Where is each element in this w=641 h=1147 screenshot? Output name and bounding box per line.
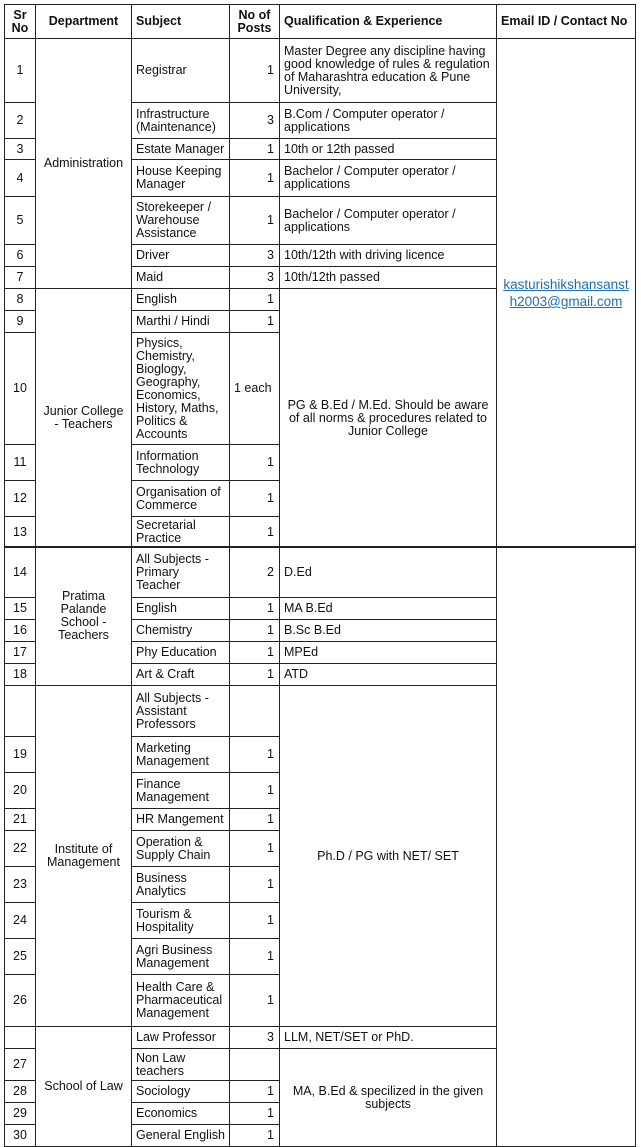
posts-cell: 1: [230, 598, 280, 620]
sr-cell: 16: [5, 620, 36, 642]
posts-cell: 1: [230, 737, 280, 773]
sr-cell: 3: [5, 139, 36, 160]
subject-cell: Infrastructure (Maintenance): [132, 103, 230, 139]
posts-cell: 1: [230, 1125, 280, 1147]
posts-cell: 1: [230, 903, 280, 939]
sr-cell: 1: [5, 39, 36, 103]
table-header-row: [5, 5, 636, 39]
posts-cell: 1: [230, 517, 280, 548]
sr-cell: 20: [5, 773, 36, 809]
posts-cell: 1: [230, 197, 280, 245]
qualification-cell: MPEd: [280, 642, 497, 664]
subject-cell: Economics: [132, 1103, 230, 1125]
posts-cell: [230, 686, 280, 737]
subject-cell: Information Technology: [132, 445, 230, 481]
qualification-institute: Ph.D / PG with NET/ SET: [280, 686, 497, 1027]
sr-cell: 30: [5, 1125, 36, 1147]
subject-cell: Physics, Chemistry, Bioglogy, Geography, Economics, History, Maths, Politics & Accounts: [132, 333, 230, 445]
subject-cell: HR Mangement: [132, 809, 230, 831]
email-link[interactable]: kasturishikshansansth2003@gmail.com: [503, 277, 629, 309]
header-subject: Subject: [132, 5, 230, 39]
sr-cell: 22: [5, 831, 36, 867]
posts-cell: 1: [230, 664, 280, 686]
table-row: [5, 547, 636, 598]
department-junior-college: Junior College - Teachers: [36, 289, 132, 548]
subject-cell: Phy Education: [132, 642, 230, 664]
posts-cell: 1: [230, 975, 280, 1027]
qualification-cell: B.Sc B.Ed: [280, 620, 497, 642]
subject-cell: Sociology: [132, 1081, 230, 1103]
subject-cell: All Subjects - Primary Teacher: [132, 547, 230, 598]
subject-cell: Business Analytics: [132, 867, 230, 903]
subject-cell: House Keeping Manager: [132, 160, 230, 197]
header-posts: No of Posts: [230, 5, 280, 39]
posts-cell: 1: [230, 1103, 280, 1125]
qualification-cell: D.Ed: [280, 547, 497, 598]
sr-cell: 8: [5, 289, 36, 311]
subject-cell: Finance Management: [132, 773, 230, 809]
qualification-cell: 10th/12th with driving licence: [280, 245, 497, 267]
subject-cell: Tourism & Hospitality: [132, 903, 230, 939]
recruitment-table-part-2: [4, 546, 636, 1147]
sr-cell: 17: [5, 642, 36, 664]
subject-cell: Maid: [132, 267, 230, 289]
table-row: [5, 39, 636, 103]
posts-cell: 1: [230, 39, 280, 103]
subject-cell: Estate Manager: [132, 139, 230, 160]
subject-cell: Agri Business Management: [132, 939, 230, 975]
header-sr: Sr No: [5, 5, 36, 39]
sr-cell: 27: [5, 1049, 36, 1081]
sr-cell: 19: [5, 737, 36, 773]
email-cell: [497, 39, 636, 548]
subject-cell: Health Care & Pharmaceutical Management: [132, 975, 230, 1027]
posts-cell: 1: [230, 445, 280, 481]
posts-cell: 1: [230, 139, 280, 160]
posts-cell: 1: [230, 773, 280, 809]
sr-cell: 7: [5, 267, 36, 289]
header-department: Department: [36, 5, 132, 39]
qualification-cell: MA B.Ed: [280, 598, 497, 620]
email-cell-empty: [497, 547, 636, 1147]
posts-cell: 3: [230, 103, 280, 139]
sr-cell: 9: [5, 311, 36, 333]
subject-cell: Registrar: [132, 39, 230, 103]
subject-cell: Marketing Management: [132, 737, 230, 773]
subject-cell: Organisation of Commerce: [132, 481, 230, 517]
posts-cell: 3: [230, 245, 280, 267]
sr-cell: 26: [5, 975, 36, 1027]
subject-cell: Storekeeper / Warehouse Assistance: [132, 197, 230, 245]
posts-cell: 1 each: [230, 333, 280, 445]
posts-cell: 1: [230, 809, 280, 831]
qualification-cell: 10th or 12th passed: [280, 139, 497, 160]
department-pratima-palande: Pratima Palande School - Teachers: [36, 547, 132, 686]
header-qualification: Qualification & Experience: [280, 5, 497, 39]
subject-cell: English: [132, 598, 230, 620]
sr-cell: 12: [5, 481, 36, 517]
sr-cell: 24: [5, 903, 36, 939]
sr-cell: 18: [5, 664, 36, 686]
subject-cell: Driver: [132, 245, 230, 267]
posts-cell: 1: [230, 160, 280, 197]
sr-cell: 10: [5, 333, 36, 445]
sr-cell: 2: [5, 103, 36, 139]
department-administration: Administration: [36, 39, 132, 289]
sr-cell: 23: [5, 867, 36, 903]
posts-cell: 1: [230, 867, 280, 903]
sr-cell: 21: [5, 809, 36, 831]
posts-cell: 1: [230, 481, 280, 517]
sr-cell: 5: [5, 197, 36, 245]
posts-cell: 1: [230, 1081, 280, 1103]
qualification-cell: B.Com / Computer operator / applications: [280, 103, 497, 139]
subject-cell: Law Professor: [132, 1027, 230, 1049]
sr-cell: 13: [5, 517, 36, 548]
sr-cell: [5, 1027, 36, 1049]
subject-cell: Art & Craft: [132, 664, 230, 686]
sr-cell: 15: [5, 598, 36, 620]
sr-cell: [5, 686, 36, 737]
qualification-cell: LLM, NET/SET or PhD.: [280, 1027, 497, 1049]
qualification-cell: 10th/12th passed: [280, 267, 497, 289]
qualification-junior-college: PG & B.Ed / M.Ed. Should be aware of all norms & procedures related to Junior College: [280, 289, 497, 548]
sr-cell: 14: [5, 547, 36, 598]
posts-cell: 1: [230, 311, 280, 333]
subject-cell: General English: [132, 1125, 230, 1147]
department-school-of-law: School of Law: [36, 1027, 132, 1147]
subject-cell: Secretarial Practice: [132, 517, 230, 548]
sr-cell: 6: [5, 245, 36, 267]
recruitment-table-part-1: [4, 4, 636, 548]
header-email: Email ID / Contact No: [497, 5, 636, 39]
qualification-law: MA, B.Ed & specilized in the given subjects: [280, 1049, 497, 1147]
subject-cell: Marthi / Hindi: [132, 311, 230, 333]
posts-cell: 3: [230, 267, 280, 289]
sr-cell: 4: [5, 160, 36, 197]
sr-cell: 25: [5, 939, 36, 975]
subject-cell: Chemistry: [132, 620, 230, 642]
qualification-cell: ATD: [280, 664, 497, 686]
qualification-cell: Bachelor / Computer operator / applications: [280, 160, 497, 197]
subject-cell: English: [132, 289, 230, 311]
posts-cell: 3: [230, 1027, 280, 1049]
posts-cell: 1: [230, 939, 280, 975]
department-institute-of-management: Institute of Management: [36, 686, 132, 1027]
qualification-cell: Master Degree any discipline having good knowledge of rules & regulation of Maharashtra education & Pune University,: [280, 39, 497, 103]
posts-cell: 1: [230, 831, 280, 867]
sr-cell: 28: [5, 1081, 36, 1103]
posts-cell: 2: [230, 547, 280, 598]
posts-cell: 1: [230, 642, 280, 664]
subject-cell: Operation & Supply Chain: [132, 831, 230, 867]
sr-cell: 11: [5, 445, 36, 481]
sr-cell: 29: [5, 1103, 36, 1125]
posts-cell: 1: [230, 289, 280, 311]
posts-cell: 1: [230, 620, 280, 642]
subject-cell: All Subjects - Assistant Professors: [132, 686, 230, 737]
qualification-cell: Bachelor / Computer operator / applications: [280, 197, 497, 245]
posts-cell: [230, 1049, 280, 1081]
subject-cell: Non Law teachers: [132, 1049, 230, 1081]
